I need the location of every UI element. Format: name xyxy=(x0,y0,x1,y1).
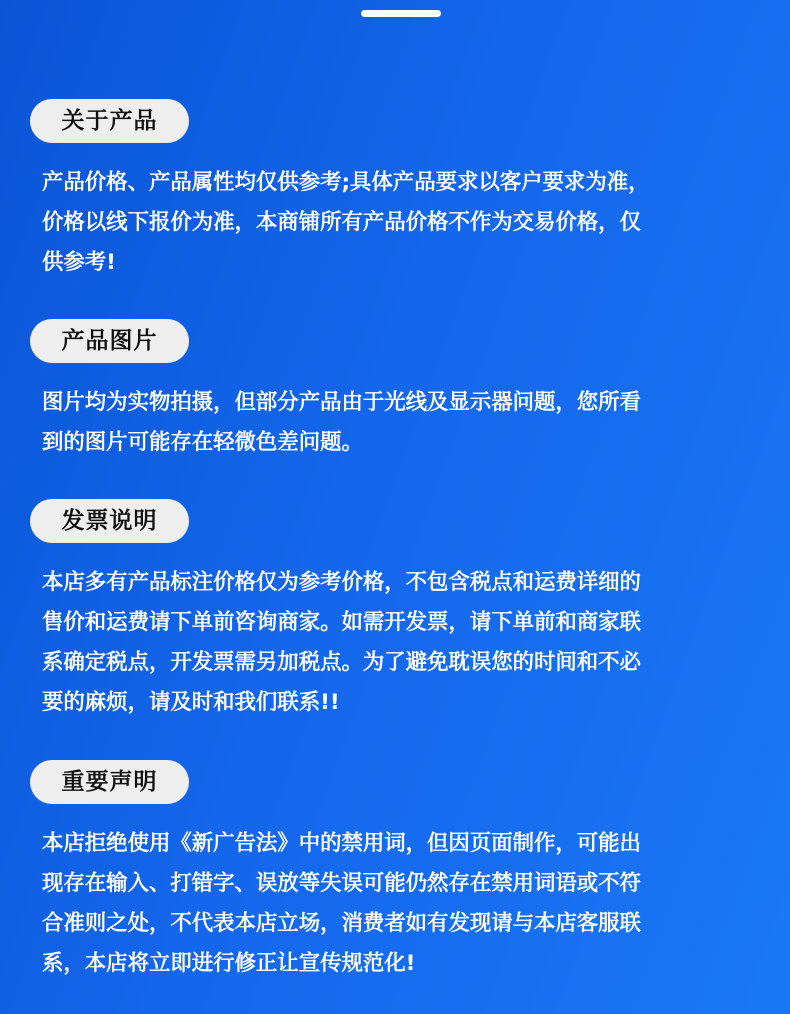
section-body-about-product: 产品价格、产品属性均仅供参考;具体产品要求以客户要求为准， 价格以线下报价为准，本商铺所有产品价格不作为交易价格，仅 供参考! xyxy=(42,170,650,275)
section-heading-product-images: 产品图片 xyxy=(30,319,189,363)
section-heading-invoice-notes: 发票说明 xyxy=(30,499,189,543)
section-body-product-images: 图片均为实物拍摄，但部分产品由于光线及显示器问题，您所看 到的图片可能存在轻微色差问题。 xyxy=(42,390,641,455)
section-heading-about-product: 关于产品 xyxy=(30,99,189,143)
drag-handle[interactable] xyxy=(361,10,441,17)
section-body-invoice-notes: 本店多有产品标注价格仅为参考价格，不包含税点和运费详细的 售价和运费请下单前咨询商家。如需开发票，请下单前和商家联 系确定税点，开发票需另加税点。为了避免耽误您的时间和不必 要的麻烦，请及时和我们联系!! xyxy=(42,570,641,715)
section-heading-important-notice: 重要声明 xyxy=(30,760,189,804)
section-body-important-notice: 本店拒绝使用《新广告法》中的禁用词，但因页面制作，可能出 现存在输入、打错字、误放等失误可能仍然存在禁用词语或不符 合准则之处，不代表本店立场，消费者如有发现请与本店客服联 系，本店将立即进行修正让宣传规范化! xyxy=(42,831,641,976)
